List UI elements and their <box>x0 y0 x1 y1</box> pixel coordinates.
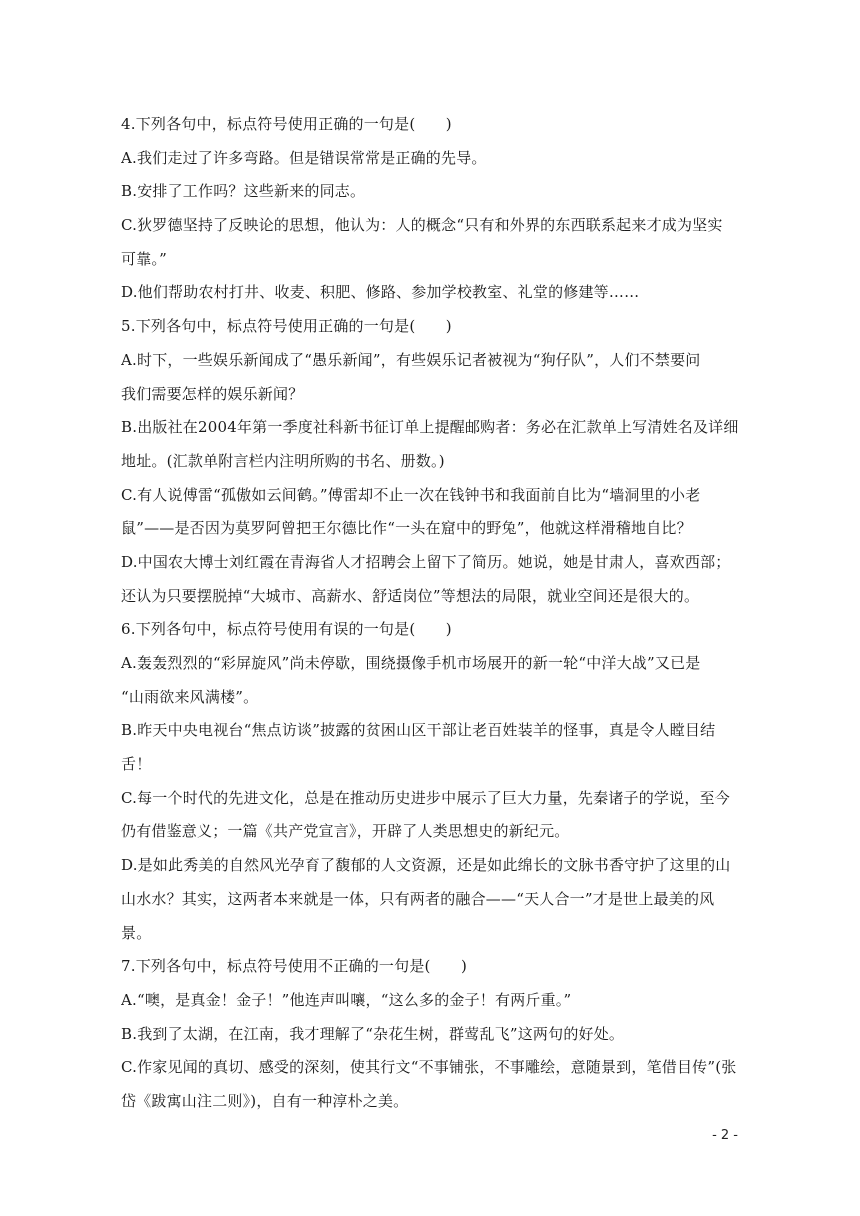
question-6-stem: 6.下列各句中，标点符号使用有误的一句是( ) <box>121 620 452 639</box>
question-6-option-a: A.轰轰烈烈的“彩屏旋风”尚未停歇，围绕摄像手机市场展开的新一轮“中洋大战”又已是 <box>121 654 701 672</box>
question-7-stem: 7.下列各句中，标点符号使用不正确的一句是( ) <box>121 957 468 976</box>
question-4-option-c: C.狄罗德坚持了反映论的思想，他认为：人的概念“只有和外界的东西联系起来才成为坚实 <box>121 216 723 235</box>
question-5-option-a-cont: 我们需要怎样的娱乐新闻？ <box>121 384 304 403</box>
question-5-option-c-cont: 鼠”——是否因为莫罗阿曾把王尔德比作“一头在窟中的野兔”，他就这样滑稽地自比？ <box>121 519 692 538</box>
question-7-option-b: B.我到了太湖，在江南，我才理解了“杂花生树，群莺乱飞”这两句的好处。 <box>121 1024 625 1043</box>
question-5-option-b-cont: 地址。(汇款单附言栏内注明所购的书名、册数。) <box>121 451 445 470</box>
question-4-option-c-cont: 可靠。” <box>121 249 167 268</box>
question-6-option-d-cont: 山水水？其实，这两者本来就是一体，只有两者的融合——“天人合一”才是世上最美的风 <box>121 889 715 908</box>
question-6-option-d: D.是如此秀美的自然风光孕育了馥郁的人文资源，还是如此绵长的文脉书香守护了这里的山 <box>121 856 731 875</box>
question-6-option-b: B.昨天中央电视台“焦点访谈”披露的贫困山区干部让老百姓装羊的怪事，真是令人瞠目结 <box>121 721 716 740</box>
question-content <box>121 108 741 1119</box>
question-7-option-c-cont: 岱《跋寓山注二则》)，自有一种淳朴之美。 <box>121 1091 409 1110</box>
question-7-option-c: C.作家见闻的真切、感受的深刻，使其行文“不事铺张，不事雕绘，意随景到，笔借目传”(张 <box>121 1058 737 1077</box>
question-7-option-a: A.“噢，是真金！金子！”他连声叫嚷，“这么多的金子！有两斤重。” <box>121 990 572 1009</box>
question-5-option-d: D.中国农大博士刘红霞在青海省人才招聘会上留下了简历。她说，她是甘肃人，喜欢西部； <box>121 552 731 571</box>
question-6-option-c: C.每一个时代的先进文化，总是在推动历史进步中展示了巨大力量，先秦诸子的学说，至今 <box>121 788 730 807</box>
question-4-option-b: B.安排了工作吗？这些新来的同志。 <box>121 182 366 201</box>
question-5-option-d-cont: 还认为只要摆脱掉“大城市、高薪水、舒适岗位”等想法的局限，就业空间还是很大的。 <box>121 586 700 605</box>
question-6-option-c-cont: 仍有借鉴意义；一篇《共产党宣言》，开辟了人类思想史的新纪元。 <box>121 822 570 841</box>
question-4-option-a: A.我们走过了许多弯路。但是错误常常是正确的先导。 <box>121 148 487 167</box>
question-6-option-a-cont: “山雨欲来风满楼”。 <box>121 687 259 706</box>
page-number: - 2 - <box>712 1128 738 1143</box>
question-5-option-a: A.时下，一些娱乐新闻成了“愚乐新闻”，有些娱乐记者被视为“狗仔队”，人们不禁要问 <box>121 350 701 369</box>
question-4-option-d: D.他们帮助农村打井、收麦、积肥、修路、参加学校教室、礼堂的修建等…… <box>121 283 640 302</box>
question-5-option-b: B.出版社在2004年第一季度社科新书征订单上提醒邮购者：务必在汇款单上写清姓名及详细 <box>121 418 739 437</box>
question-4-stem: 4.下列各句中，标点符号使用正确的一句是( ) <box>121 115 452 133</box>
question-5-stem: 5.下列各句中，标点符号使用正确的一句是( ) <box>121 317 452 336</box>
question-6-option-d-cont-2: 景。 <box>121 923 152 942</box>
question-5-option-c: C.有人说傅雷“孤傲如云间鹤。”傅雷却不止一次在钱钟书和我面前自比为“墙洞里的小老 <box>121 485 701 504</box>
question-6-option-b-cont: 舌！ <box>121 755 152 774</box>
